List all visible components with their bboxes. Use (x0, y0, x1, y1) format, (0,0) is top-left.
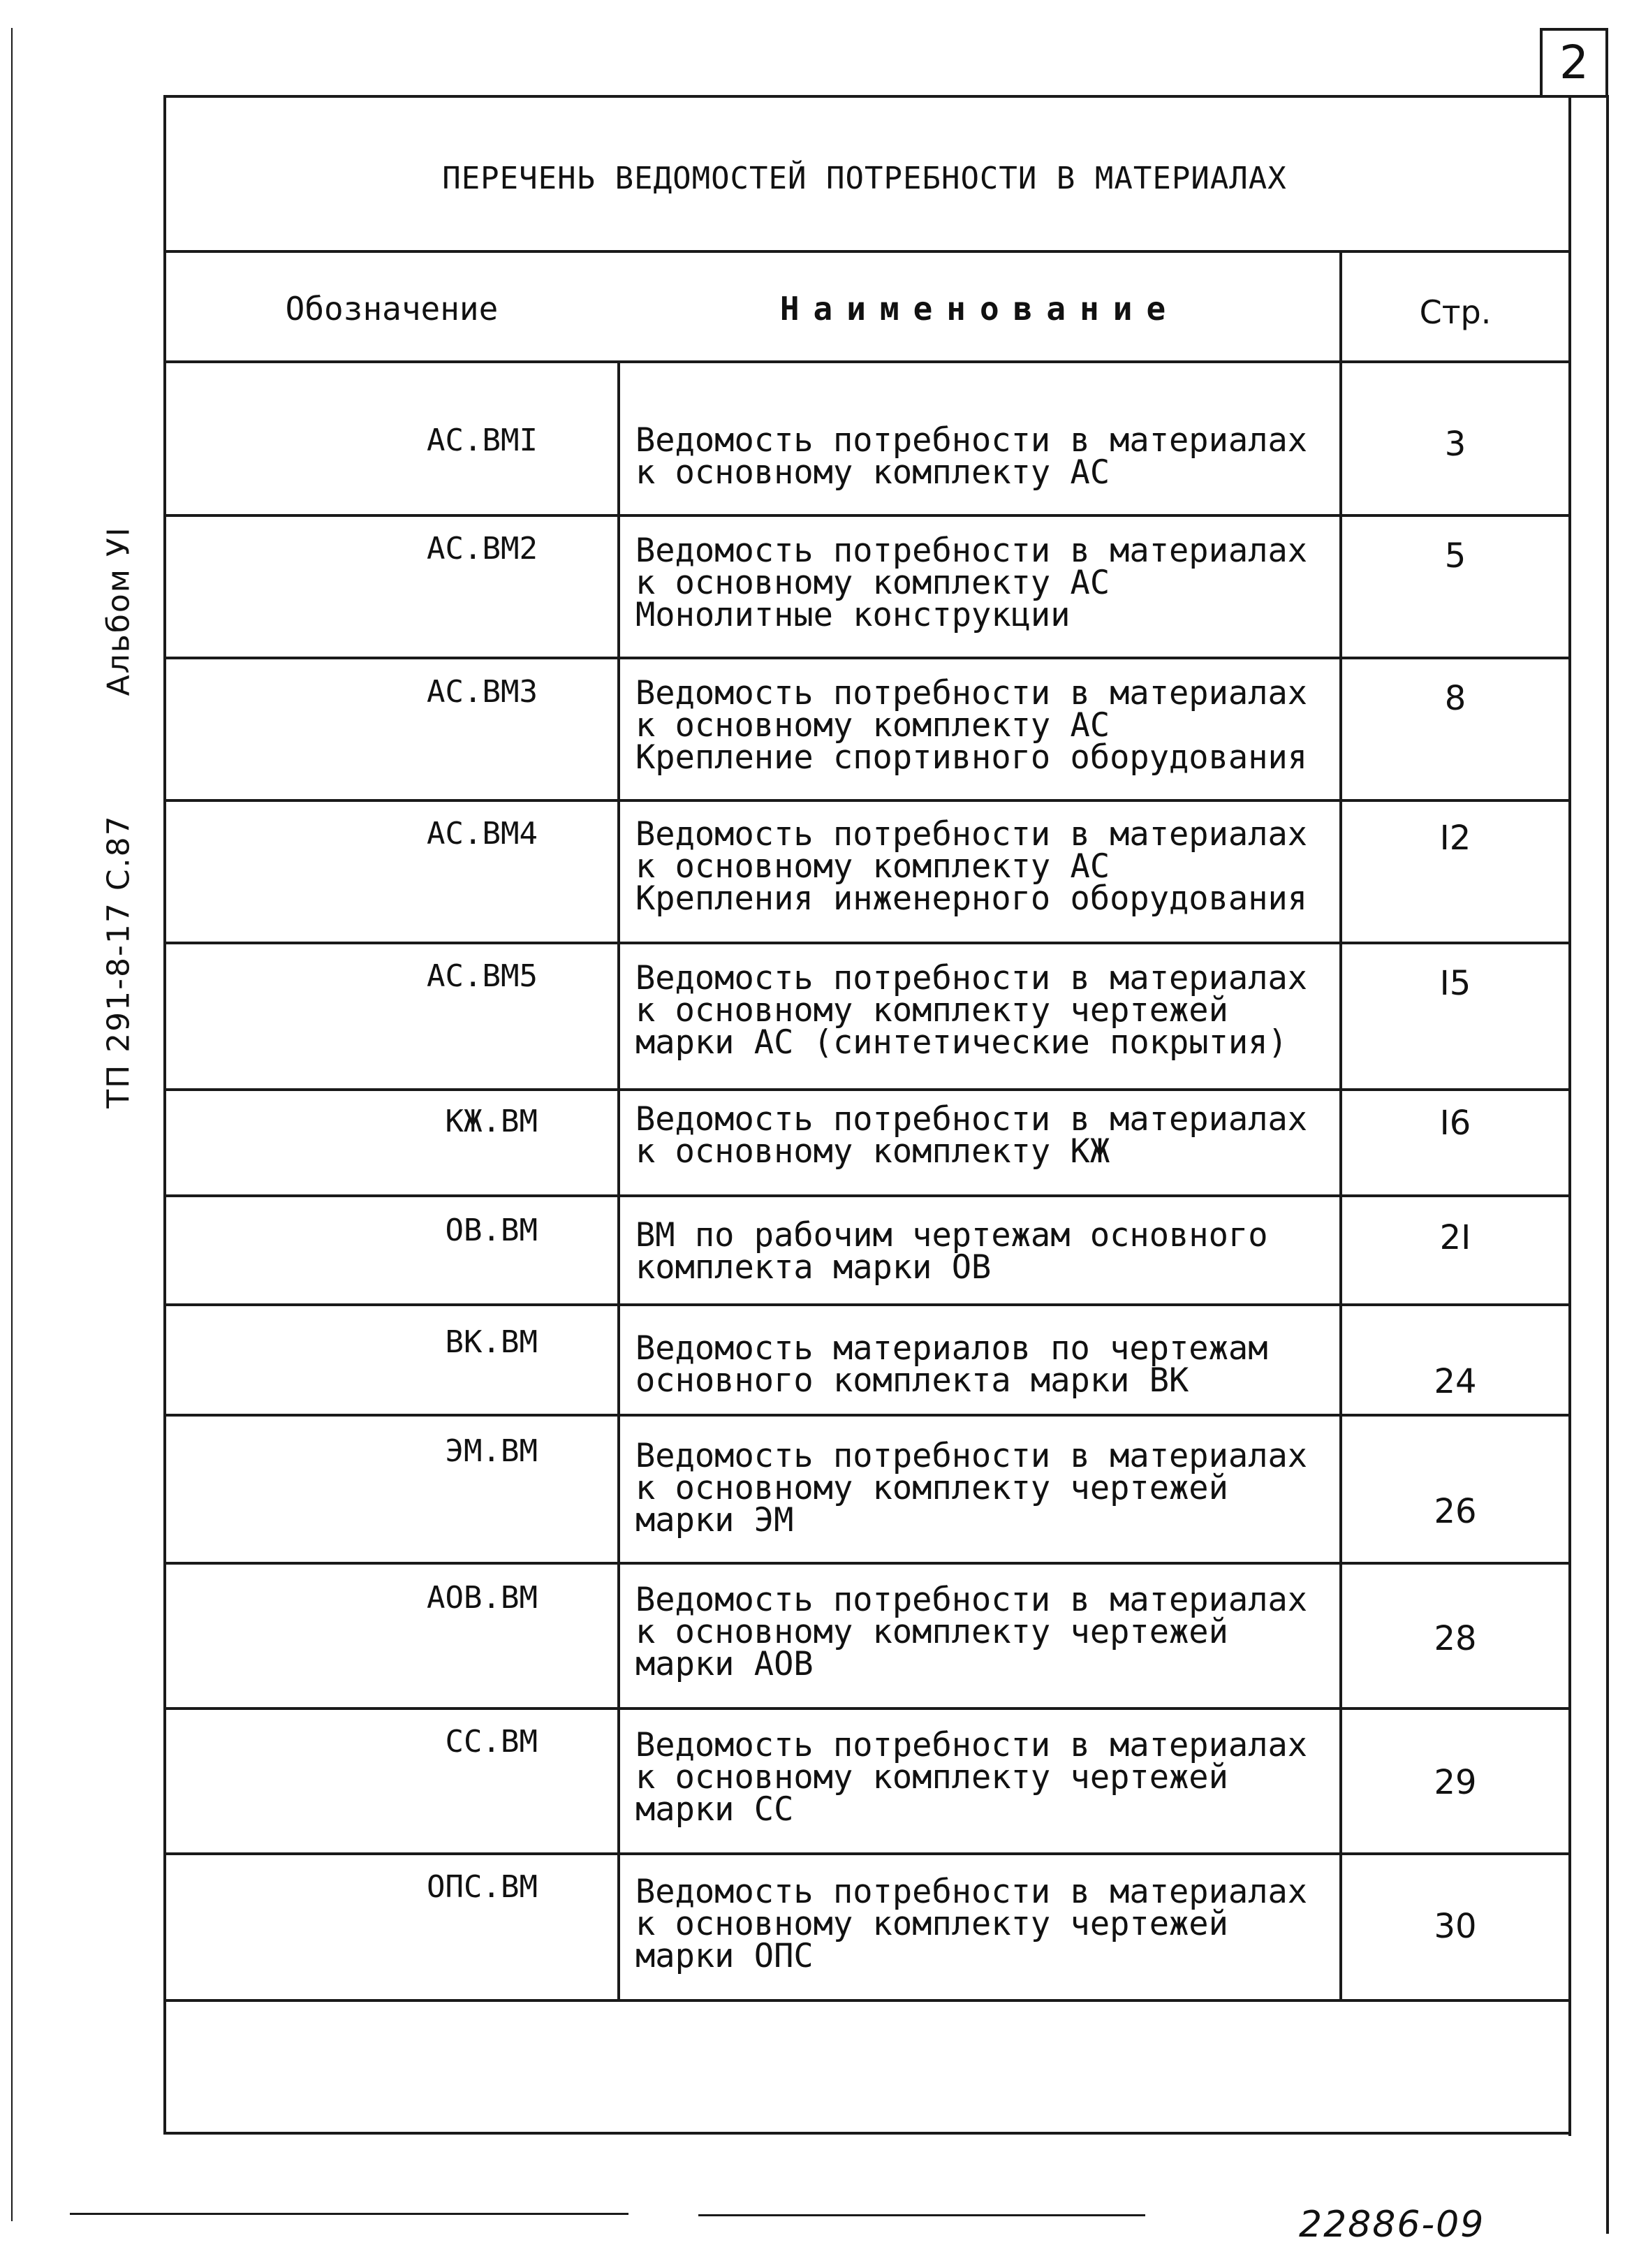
side-stamp-album: Альбом УI (101, 526, 137, 696)
header-divider (163, 360, 1571, 363)
row-page: I2 (1439, 819, 1471, 858)
row-page: 5 (1444, 536, 1466, 576)
row-page: 29 (1434, 1763, 1477, 1802)
row-name-line: к основному комплекту чертежей (635, 991, 1228, 1030)
row-separator (163, 1562, 1571, 1565)
row-name-line: к основному комплекту чертежей (635, 1613, 1228, 1651)
row-name-line: к основному комплекту АС (635, 564, 1110, 602)
row-name-line: Крепления инженерного оборудования (635, 879, 1308, 918)
row-name-line: Ведомость потребности в материалах (635, 959, 1308, 997)
row-name-line: Ведомость потребности в материалах (635, 1873, 1308, 1911)
frame-top (163, 95, 1609, 98)
side-stamp-designation: ТП 291-8-17 С.87 (101, 814, 137, 1109)
side-stamp-text (101, 526, 137, 1109)
row-name-line: Ведомость материалов по чертежам (635, 1329, 1268, 1368)
row-separator (163, 799, 1571, 802)
row-page: 26 (1434, 1492, 1477, 1531)
row-code: ОПС.ВМ (427, 1869, 538, 1905)
row-code: ВК.ВМ (445, 1324, 538, 1360)
row-page: 28 (1434, 1619, 1477, 1658)
row-code: СС.ВМ (445, 1724, 538, 1759)
row-name-line: Ведомость потребности в материалах (635, 815, 1308, 854)
row-page: 3 (1444, 425, 1466, 464)
row-code: АС.ВМI (427, 423, 538, 458)
document-title: ПЕРЕЧЕНЬ ВЕДОМОСТЕЙ ПОТРЕБНОСТИ В МАТЕРИАЛАХ (442, 161, 1287, 196)
row-separator (163, 1194, 1571, 1197)
row-page: 30 (1434, 1907, 1477, 1946)
row-name-line: к основному комплекту КЖ (635, 1132, 1110, 1171)
row-name-line: к основному комплекту АС (635, 706, 1110, 745)
footer-line (698, 2214, 1145, 2216)
outer-right-line (1606, 96, 1609, 2234)
column-header-designation: Обозначение (285, 290, 499, 328)
row-name-line: к основному комплекту чертежей (635, 1905, 1228, 1943)
row-code: ЭМ.ВМ (445, 1433, 538, 1469)
row-separator (163, 514, 1571, 517)
row-name-line: к основному комплекту чертежей (635, 1758, 1228, 1797)
row-code: КЖ.ВМ (445, 1104, 538, 1139)
row-separator (163, 1303, 1571, 1306)
row-name-line: марки ОПС (635, 1937, 814, 1975)
row-name-line: марки АС (синтетические покрытия) (635, 1023, 1288, 1062)
row-name-line: комплекта марки ОВ (635, 1248, 992, 1287)
column-header-page: Стр. (1419, 293, 1492, 331)
row-page: 2I (1439, 1218, 1471, 1257)
row-name-line: марки СС (635, 1790, 794, 1829)
row-separator (163, 1707, 1571, 1710)
footer-document-number: 22886-09 (1299, 2204, 1485, 2246)
row-page: I5 (1439, 964, 1471, 1003)
row-code: АОВ.ВМ (427, 1580, 538, 1616)
page-number: 2 (1559, 35, 1589, 89)
row-name-line: Монолитные конструкции (635, 596, 1071, 634)
row-code: АС.ВМ2 (427, 531, 538, 566)
row-name-line: марки ЭМ (635, 1501, 794, 1539)
row-name-line: к основному комплекту АС (635, 453, 1110, 492)
side-stamp (70, 496, 168, 1139)
row-name-line: ВМ по рабочим чертежам основного (635, 1216, 1268, 1254)
row-name-line: Ведомость потребности в материалах (635, 1581, 1308, 1619)
title-divider (163, 250, 1571, 253)
footer-line (70, 2213, 628, 2215)
row-separator (163, 942, 1571, 944)
row-separator (163, 657, 1571, 659)
table-end-divider (163, 1999, 1571, 2002)
row-page: 24 (1434, 1362, 1477, 1401)
row-code: АС.ВМ3 (427, 674, 538, 710)
row-separator (163, 1414, 1571, 1417)
row-code: ОВ.ВМ (445, 1213, 538, 1248)
row-code: АС.ВМ4 (427, 816, 538, 851)
row-name-line: к основному комплекту чертежей (635, 1469, 1228, 1507)
row-name-line: Ведомость потребности в материалах (635, 1726, 1308, 1764)
row-code: АС.ВМ5 (427, 958, 538, 994)
row-name-line: Ведомость потребности в материалах (635, 532, 1308, 570)
row-name-line: основного комплекта марки ВК (635, 1361, 1189, 1400)
row-page: I6 (1439, 1104, 1471, 1143)
row-name-line: к основному комплекту АС (635, 847, 1110, 886)
row-separator (163, 1852, 1571, 1855)
frame-bottom (163, 2132, 1571, 2135)
row-name-line: Ведомость потребности в материалах (635, 421, 1308, 460)
row-separator (163, 1088, 1571, 1091)
row-name-line: Ведомость потребности в материалах (635, 1100, 1308, 1139)
column-divider-code-name (617, 360, 620, 2002)
row-name-line: Ведомость потребности в материалах (635, 674, 1308, 712)
row-page: 8 (1444, 679, 1466, 718)
row-name-line: Крепление спортивного оборудования (635, 738, 1308, 777)
row-name-line: Ведомость потребности в материалах (635, 1437, 1308, 1475)
row-name-line: марки АОВ (635, 1645, 814, 1683)
column-header-name: Наименование (779, 290, 1180, 328)
